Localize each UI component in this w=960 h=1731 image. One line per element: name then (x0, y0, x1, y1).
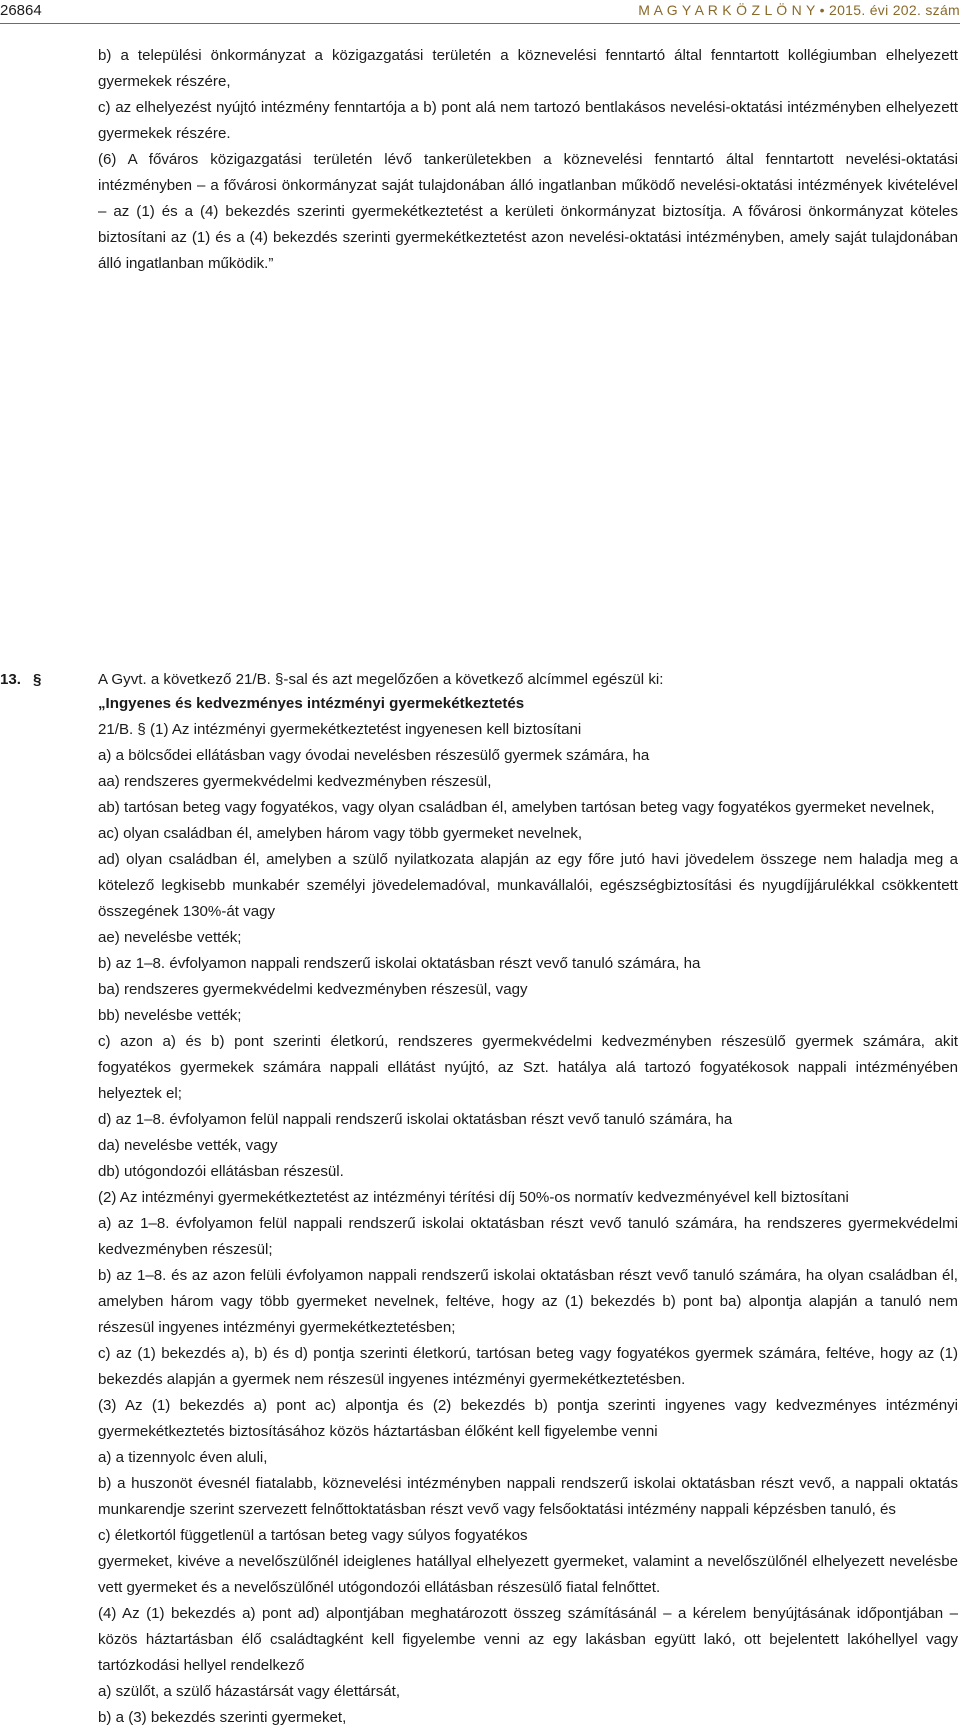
paragraph: a) az 1–8. évfolyamon felül nappali rendszerű iskolai oktatásban részt vevő tanuló számára, ha rendszeres gyermekvédelmi kedvezményben részesül; (98, 1215, 958, 1258)
section-intro: A Gyvt. a következő 21/B. §-sal és azt megelőzően a következő alcímmel egészül ki: (98, 671, 664, 688)
running-title: M A G Y A R K Ö Z L Ö N Y • 2015. évi 202. szám (638, 2, 960, 18)
paragraph: c) az elhelyezést nyújtó intézmény fenntartója a b) pont alá nem tartozó bentlakásos nevelési-oktatási intézményben elhelyezett gyermekek részére. (98, 99, 958, 142)
paragraph: a) a tizennyolc éven aluli, (98, 1449, 268, 1466)
paragraph: (4) Az (1) bekezdés a) pont ad) alpontjában meghatározott összeg számításánál – a kérelem benyújtásának időpontjában – közös háztartásban élő családtagként kell figyelembe venni az egy lakásban együtt lakó, ott bejelentett lakóhellyel vagy tartózkodási hellyel rendelkező (98, 1605, 958, 1674)
paragraph: da) nevelésbe vették, vagy (98, 1137, 278, 1154)
paragraph: b) a települési önkormányzat a közigazgatási területén a köznevelési fenntartó által fenntartott kollégiumban elhelyezett gyermekek részére, (98, 47, 958, 90)
paragraph: (3) Az (1) bekezdés a) pont ac) alpontja és (2) bekezdés b) pontja szerinti ingyenes vagy kedvezményes intézményi gyermekétkeztetés biztosításához közös háztartásban élőként kell figyelembe venni (98, 1397, 958, 1440)
paragraph: ac) olyan családban él, amelyben három vagy több gyermeket nevelnek, (98, 825, 583, 842)
page-header (0, 0, 960, 22)
page-number: 26864 (0, 2, 42, 19)
continuation-block (98, 43, 958, 277)
header-rule (0, 23, 960, 24)
paragraph: b) a (3) bekezdés szerinti gyermeket, (98, 1709, 347, 1726)
paragraph: b) az 1–8. és az azon felüli évfolyamon nappali rendszerű iskolai oktatásban részt vevő tanuló számára, ha olyan családban él, amelyben három vagy több gyermeket nevelnek, feltéve, hogy az (1) bekezdés b) pont ba) alpontja alapján a tanuló nem részesül ingyenes intézményi gyermekétkeztetésben; (98, 1267, 958, 1336)
paragraph: ad) olyan családban él, amelyben a szülő nyilatkozata alapján az egy főre jutó havi jövedelem összege nem haladja meg a kötelező legkisebb munkabér személyi jövedelemadóval, munkavállalói, egészségbiztosítási és nyugdíjjárulékkal csökkentett összegének 130%-át vagy (98, 851, 958, 920)
paragraph: bb) nevelésbe vették; (98, 1007, 242, 1024)
section-mark: § (33, 671, 42, 688)
section-number: 13. (0, 671, 21, 688)
paragraph: 21/B. § (1) Az intézményi gyermekétkeztetést ingyenesen kell biztosítani (98, 721, 582, 738)
paragraph: a) szülőt, a szülő házastársát vagy élettársát, (98, 1683, 401, 1700)
paragraph: b) az 1–8. évfolyamon nappali rendszerű iskolai oktatásban részt vevő tanuló számára, ha (98, 955, 701, 972)
paragraph: ba) rendszeres gyermekvédelmi kedvezményben részesül, vagy (98, 981, 528, 998)
paragraph: (6) A főváros közigazgatási területén lévő tankerületekben a köznevelési fenntartó által fenntartott nevelési-oktatási intézményben – a fővárosi önkormányzat saját tulajdonában álló ingatlanban működő nevelési-oktatási intézmények kivételével – az (1) és a (4) bekezdés szerinti gyermekétkeztetést a kerületi önkormányzat biztosítja. A fővárosi önkormányzat köteles biztosítani az (1) és a (4) bekezdés szerinti gyermekétkeztetést azon nevelési-oktatási intézményben, amely saját tulajdonában álló ingatlanban működik.” (98, 151, 958, 272)
paragraph: ae) nevelésbe vették; (98, 929, 242, 946)
paragraph: ab) tartósan beteg vagy fogyatékos, vagy olyan családban él, amelyben tartósan beteg vagy fogyatékos gyermeket nevelnek, (98, 799, 935, 816)
paragraph: c) az (1) bekezdés a), b) és d) pontja szerinti életkorú, tartósan beteg vagy fogyatékos gyermek számára, feltéve, hogy az (1) bekezdés alapján a gyermek nem részesül ingyenes intézményi gyermekétkeztetésben. (98, 1345, 958, 1388)
paragraph: b) a huszonöt évesnél fiatalabb, köznevelési intézményben nappali rendszerű iskolai oktatásban részt vevő, a nappali oktatás munkarendje szerint szervezett felnőttoktatásban részt vevő vagy felsőoktatási intézmény nappali képzésben tanuló, és (98, 1475, 958, 1518)
paragraph: aa) rendszeres gyermekvédelmi kedvezményben részesül, (98, 773, 492, 790)
paragraph: c) azon a) és b) pont szerinti életkorú, rendszeres gyermekvédelmi kedvezményben részesülő gyermek számára, akit fogyatékos gyermekek számára nappali ellátást nyújtó, az Szt. hatálya alá tartozó fogyatékosok nappali intézményében helyeztek el; (98, 1033, 958, 1102)
paragraph: (2) Az intézményi gyermekétkeztetést az intézményi térítési díj 50%-os normatív kedvezményével kell biztosítani (98, 1189, 849, 1206)
paragraph: a) a bölcsődei ellátásban vagy óvodai nevelésben részesülő gyermek számára, ha (98, 747, 650, 764)
section-body (98, 691, 958, 1731)
paragraph: gyermeket, kivéve a nevelőszülőnél ideiglenes hatállyal elhelyezett gyermeket, valamint a nevelőszülőnél elhelyezett nevelésbe vett gyermeket és a nevelőszülőnél utógondozói ellátásban részesülő fiatal felnőttet. (98, 1553, 958, 1596)
paragraph: d) az 1–8. évfolyamon felül nappali rendszerű iskolai oktatásban részt vevő tanuló számára, ha (98, 1111, 733, 1128)
paragraph: c) életkortól függetlenül a tartósan beteg vagy súlyos fogyatékos (98, 1527, 528, 1544)
paragraph: db) utógondozói ellátásban részesül. (98, 1163, 344, 1180)
subsection-title: „Ingyenes és kedvezményes intézményi gyermekétkeztetés (98, 695, 525, 712)
